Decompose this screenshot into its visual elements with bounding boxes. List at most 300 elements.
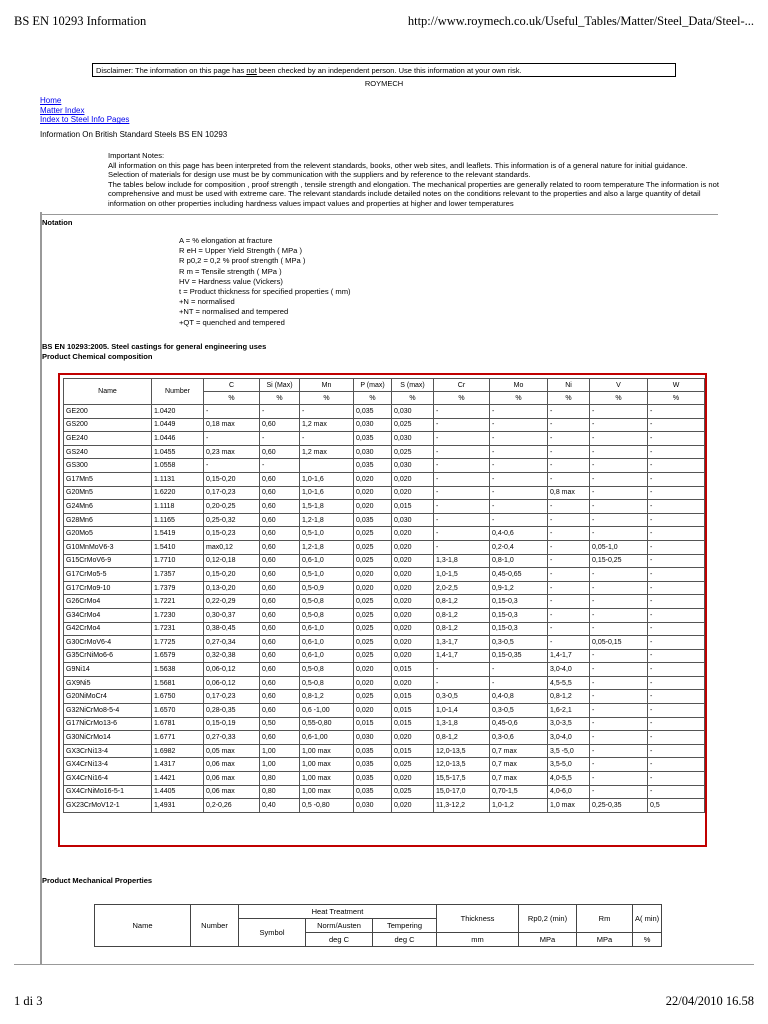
chem-header-cell: Ni	[548, 379, 590, 392]
chem-cell: GX9Ni5	[64, 676, 152, 690]
notation-item: +N = normalised	[179, 297, 235, 307]
chem-cell: -	[548, 500, 590, 514]
chem-cell: 0,015	[392, 690, 434, 704]
chem-cell: G17CrMo9-10	[64, 581, 152, 595]
chem-cell: 0,025	[354, 540, 392, 554]
chem-cell: 1.0420	[152, 405, 204, 419]
chem-cell: -	[590, 432, 648, 446]
steel-info-index-link[interactable]: Index to Steel Info Pages	[40, 115, 130, 125]
chem-cell: G20NiMoCr4	[64, 690, 152, 704]
page-bottom-rule	[14, 964, 754, 965]
table-row	[64, 432, 705, 446]
chem-cell: GX3CrNi13-4	[64, 744, 152, 758]
chem-cell: 15,0-17,0	[434, 785, 490, 799]
chem-cell: G24Mn6	[64, 500, 152, 514]
chem-cell: -	[548, 459, 590, 473]
chem-cell: -	[590, 472, 648, 486]
chem-cell: 1.6570	[152, 704, 204, 718]
chem-cell: 1,0-1,2	[490, 799, 548, 813]
chem-cell: 0,030	[392, 459, 434, 473]
chem-cell: -	[648, 418, 705, 432]
notation-item: +NT = normalised and tempered	[179, 307, 289, 317]
chem-cell: 1.0455	[152, 445, 204, 459]
chem-unit-cell: %	[434, 392, 490, 405]
print-footer	[14, 994, 754, 1012]
table-row	[64, 486, 705, 500]
table-row	[64, 758, 705, 772]
chem-cell: 15,5-17,5	[434, 772, 490, 786]
chem-cell: 0,60	[260, 649, 300, 663]
table-row	[64, 595, 705, 609]
chem-cell: 0,8-1,2	[548, 690, 590, 704]
chem-header-cell: Number	[152, 379, 204, 405]
chem-cell: 0,030	[392, 432, 434, 446]
chem-cell: -	[590, 500, 648, 514]
chem-cell: -	[648, 581, 705, 595]
table-row	[64, 554, 705, 568]
chem-cell: 0,3-0,5	[490, 636, 548, 650]
chem-cell: -	[648, 744, 705, 758]
chem-cell: 1.7710	[152, 554, 204, 568]
chem-cell: -	[590, 581, 648, 595]
chem-cell: 0,60	[260, 622, 300, 636]
chem-cell: 0,40	[260, 799, 300, 813]
print-page-url: http://www.roymech.co.uk/Useful_Tables/Matter/Steel_Data/Steel-...	[407, 14, 754, 28]
chem-cell: -	[590, 595, 648, 609]
chem-cell: GE240	[64, 432, 152, 446]
chem-cell: 0,025	[354, 595, 392, 609]
chem-cell: 1,4-1,7	[548, 649, 590, 663]
chem-cell: 0,60	[260, 581, 300, 595]
chem-cell: -	[300, 405, 354, 419]
chem-cell: 3,0-4,0	[548, 731, 590, 745]
chem-cell: -	[548, 472, 590, 486]
disclaimer-text-start: Disclaimer: The information on this page has	[96, 66, 247, 75]
chem-cell: GE200	[64, 405, 152, 419]
chem-cell: -	[648, 554, 705, 568]
chem-cell: -	[434, 459, 490, 473]
chem-cell: -	[434, 486, 490, 500]
chem-cell	[300, 459, 354, 473]
table-row	[64, 704, 705, 718]
page-title: Information On British Standard Steels BS EN 10293	[40, 130, 228, 139]
chem-cell: -	[490, 445, 548, 459]
chem-header-cell: P (max)	[354, 379, 392, 392]
chem-cell: 12,0-13,5	[434, 758, 490, 772]
chem-cell: -	[590, 744, 648, 758]
table-row	[64, 717, 705, 731]
chem-cell: 0,06-0,12	[204, 676, 260, 690]
chem-cell: 0,60	[260, 595, 300, 609]
chem-cell: 0,60	[260, 704, 300, 718]
chem-cell: -	[648, 758, 705, 772]
chem-cell: 0,030	[354, 418, 392, 432]
chem-cell: -	[590, 445, 648, 459]
chem-cell: max0,12	[204, 540, 260, 554]
chem-cell: -	[648, 527, 705, 541]
mech-unit-rp: MPa	[519, 933, 577, 947]
chem-cell: -	[260, 405, 300, 419]
chem-cell: -	[590, 772, 648, 786]
chem-cell: 1.5410	[152, 540, 204, 554]
chem-cell: -	[548, 581, 590, 595]
chem-cell: -	[648, 690, 705, 704]
chem-cell: G30CrMoV6-4	[64, 636, 152, 650]
chem-cell: 0,60	[260, 513, 300, 527]
chem-cell: 0,60	[260, 663, 300, 677]
chem-cell: 0,6-1,0	[300, 649, 354, 663]
chem-cell: 0,06 max	[204, 772, 260, 786]
chem-cell: G34CrMo4	[64, 608, 152, 622]
chem-cell: G10MnMoV6-3	[64, 540, 152, 554]
chem-cell: 4,0-6,0	[548, 785, 590, 799]
chem-cell: -	[590, 608, 648, 622]
matter-index-link[interactable]: Matter Index	[40, 105, 85, 115]
chem-cell: 1,00 max	[300, 758, 354, 772]
chem-cell: 0,025	[354, 690, 392, 704]
chem-cell: 3,0-4,0	[548, 663, 590, 677]
mech-header-thickness: Thickness	[437, 905, 519, 933]
table-row	[64, 649, 705, 663]
chem-unit-cell: %	[300, 392, 354, 405]
chem-header-cell: Mo	[490, 379, 548, 392]
chem-cell: 0,025	[354, 622, 392, 636]
chem-unit-cell: %	[490, 392, 548, 405]
chem-cell: 0,8-1,2	[434, 595, 490, 609]
chem-cell: -	[590, 717, 648, 731]
chem-cell: 1,00 max	[300, 744, 354, 758]
chem-unit-cell: %	[260, 392, 300, 405]
chem-cell: 0,8-1,2	[434, 608, 490, 622]
chem-cell: 0,15-0,25	[590, 554, 648, 568]
table-row	[64, 663, 705, 677]
chem-cell: 0,020	[392, 581, 434, 595]
chem-cell: -	[434, 663, 490, 677]
chem-cell: 0,4-0,6	[490, 527, 548, 541]
section-subheading: Product Chemical composition	[42, 352, 153, 361]
chem-cell: 0,020	[354, 581, 392, 595]
chem-cell: -	[590, 459, 648, 473]
chem-cell: -	[648, 772, 705, 786]
chem-cell: 0,60	[260, 500, 300, 514]
chem-cell: 1,4-1,7	[434, 649, 490, 663]
chem-cell: 0,6-1,0	[300, 554, 354, 568]
chem-cell: 1.7379	[152, 581, 204, 595]
notation-item: R m = Tensile strength ( MPa )	[179, 266, 282, 276]
chem-cell: 0,15-0,35	[490, 649, 548, 663]
chem-cell: 0,45-0,6	[490, 717, 548, 731]
chem-cell: -	[548, 608, 590, 622]
chem-cell: 0,3-0,5	[490, 704, 548, 718]
chem-cell: -	[590, 785, 648, 799]
chem-cell: -	[548, 405, 590, 419]
chem-cell: GX4CrNiMo16-5-1	[64, 785, 152, 799]
chem-cell: G9Ni14	[64, 663, 152, 677]
chem-cell: 0,32-0,38	[204, 649, 260, 663]
mech-header-rm: Rm	[577, 905, 633, 933]
chem-cell: 4,5-5,5	[548, 676, 590, 690]
chem-cell: -	[648, 595, 705, 609]
chem-cell: -	[590, 676, 648, 690]
chem-cell: 0,06 max	[204, 785, 260, 799]
chem-cell: 0,5-1,0	[300, 568, 354, 582]
chem-cell: -	[590, 405, 648, 419]
notation-item: R eH = Upper Yield Strength ( MPa )	[179, 246, 303, 256]
print-datetime: 22/04/2010 16.58	[665, 994, 754, 1008]
chem-cell: -	[590, 486, 648, 500]
chem-cell: 1,00 max	[300, 772, 354, 786]
chem-cell: -	[590, 758, 648, 772]
chem-cell: 0,55-0,80	[300, 717, 354, 731]
chem-cell: -	[434, 432, 490, 446]
table-row	[64, 744, 705, 758]
chem-header-cell: S (max)	[392, 379, 434, 392]
chem-cell: 1,2-1,8	[300, 540, 354, 554]
notation-item: +QT = quenched and tempered	[179, 317, 285, 327]
chem-cell: 0,60	[260, 527, 300, 541]
chem-cell: 0,015	[392, 744, 434, 758]
chem-cell: -	[490, 432, 548, 446]
chem-cell: -	[590, 527, 648, 541]
chem-cell: G17NiCrMo13-6	[64, 717, 152, 731]
chem-cell: 0,60	[260, 540, 300, 554]
chem-cell: 0,035	[354, 758, 392, 772]
chem-cell: -	[434, 513, 490, 527]
table-row	[64, 568, 705, 582]
mech-header-norm: Norm/Austen	[306, 919, 373, 933]
chem-cell: -	[590, 731, 648, 745]
chem-cell: -	[434, 418, 490, 432]
disclaimer-text-end: been checked by an independent person. Use this information at your own risk.	[256, 66, 522, 75]
chem-cell: 0,025	[354, 636, 392, 650]
table-row	[64, 785, 705, 799]
chem-unit-cell: %	[354, 392, 392, 405]
chem-cell: -	[648, 676, 705, 690]
chem-unit-cell: %	[590, 392, 648, 405]
chem-cell: 0,60	[260, 731, 300, 745]
chem-cell: -	[434, 405, 490, 419]
chem-cell: 0,05-1,0	[590, 540, 648, 554]
chem-cell: -	[490, 676, 548, 690]
chem-cell: 0,020	[392, 649, 434, 663]
chem-cell: -	[648, 704, 705, 718]
chem-cell: -	[648, 785, 705, 799]
chem-cell: 1,5-1,8	[300, 500, 354, 514]
chem-cell: -	[648, 540, 705, 554]
chem-cell: G42CrMo4	[64, 622, 152, 636]
chem-cell: 0,020	[392, 608, 434, 622]
chem-cell: 0,030	[354, 731, 392, 745]
chem-cell: 0,5-0,8	[300, 663, 354, 677]
chem-cell: -	[260, 459, 300, 473]
chem-cell: 0,12-0,18	[204, 554, 260, 568]
chem-cell: 0,60	[260, 690, 300, 704]
chem-cell: -	[490, 405, 548, 419]
chem-cell: -	[490, 663, 548, 677]
chem-cell: 0,5-1,0	[300, 527, 354, 541]
chem-cell: 1.7357	[152, 568, 204, 582]
chem-cell: 1,0-1,6	[300, 472, 354, 486]
chem-cell: G32NiCrMo8-5-4	[64, 704, 152, 718]
chem-cell: -	[648, 663, 705, 677]
chem-cell: -	[590, 690, 648, 704]
chem-cell: 0,6 -1,00	[300, 704, 354, 718]
chem-cell: 0,020	[354, 500, 392, 514]
chem-cell: 1.7221	[152, 595, 204, 609]
chem-cell: 4,0-5,5	[548, 772, 590, 786]
chem-cell: 0,60	[260, 472, 300, 486]
table-row	[64, 459, 705, 473]
table-row	[64, 405, 705, 419]
chem-cell: -	[490, 486, 548, 500]
notes-paragraph-1: All information on this page has been interpreted from the relevent standards, books, other web sites, andl leaflets. This information is of a general nature for initial guidance. Selection of materials for design use must be by communication with the suppliers and by reference to the relevant standards.	[108, 160, 688, 180]
notes-paragraph-2: The tables below include for composition , proof strength , tensile strength and elongation. The mechanical properties are generally related to room temperature The information is not comprehensive and must be used with extreme care. The relevant standards include detailed notes on the conditions relevant to the properties and also a large quantity of detail information on other properties including hardness values impact values and properties at higher and lower temperatures	[108, 179, 719, 208]
chem-cell: GS300	[64, 459, 152, 473]
chem-cell: 0,035	[354, 772, 392, 786]
chem-cell: 0,025	[392, 445, 434, 459]
chem-cell: 0,025	[392, 418, 434, 432]
chem-cell: GX4CrNi13-4	[64, 758, 152, 772]
chem-cell: -	[548, 445, 590, 459]
chem-cell: 2,0-2,5	[434, 581, 490, 595]
notation-item: t = Product thickness for specified properties ( mm)	[179, 287, 351, 297]
chem-cell: 0,6-1,0	[300, 636, 354, 650]
chem-cell: 1.5638	[152, 663, 204, 677]
table-row	[64, 527, 705, 541]
notation-item: A = % elongation at fracture	[179, 236, 273, 245]
chem-cell: 1.7725	[152, 636, 204, 650]
chem-cell: 0,3-0,6	[490, 731, 548, 745]
chem-cell: 0,45-0,65	[490, 568, 548, 582]
section-title	[42, 342, 266, 362]
chem-cell: 0,035	[354, 459, 392, 473]
chem-cell: 0,18 max	[204, 418, 260, 432]
chem-cell: -	[648, 731, 705, 745]
table-row	[64, 445, 705, 459]
chemical-composition-table	[63, 378, 705, 813]
important-notes	[108, 151, 720, 209]
chem-cell: 0,020	[392, 676, 434, 690]
chem-cell: G35CrNiMo6-6	[64, 649, 152, 663]
chem-cell: 0,015	[392, 500, 434, 514]
chem-cell: 0,030	[354, 799, 392, 813]
chem-cell: 1.6771	[152, 731, 204, 745]
chem-cell: 0,80	[260, 772, 300, 786]
chem-cell: 0,15-0,19	[204, 717, 260, 731]
chem-cell: -	[548, 568, 590, 582]
chem-cell: -	[590, 622, 648, 636]
chem-cell: 0,27-0,33	[204, 731, 260, 745]
chem-cell: 0,035	[354, 785, 392, 799]
chem-cell: -	[204, 432, 260, 446]
chem-cell: 0,9-1,2	[490, 581, 548, 595]
chem-cell: 0,020	[392, 595, 434, 609]
chem-cell: 0,5-0,9	[300, 581, 354, 595]
site-name: ROYMECH	[364, 79, 404, 88]
chem-cell: 0,05-0,15	[590, 636, 648, 650]
notation-title: Notation	[42, 218, 73, 227]
chem-cell: 3,0-3,5	[548, 717, 590, 731]
chem-cell: 3,5 -5,0	[548, 744, 590, 758]
chem-cell: G20Mo5	[64, 527, 152, 541]
chem-cell: -	[648, 513, 705, 527]
chem-cell: 0,015	[392, 717, 434, 731]
chem-cell: 0,60	[260, 486, 300, 500]
disclaimer-box	[92, 63, 676, 77]
chem-cell: -	[548, 636, 590, 650]
chem-cell: 0,025	[354, 649, 392, 663]
chem-cell: 0,2-0,26	[204, 799, 260, 813]
chem-cell: 0,8-1,2	[434, 731, 490, 745]
chem-cell: -	[490, 513, 548, 527]
chem-cell: 1,3-1,8	[434, 717, 490, 731]
chem-cell: -	[648, 608, 705, 622]
chem-cell: 0,60	[260, 608, 300, 622]
mechanical-properties-table	[94, 904, 662, 947]
chem-cell: 0,15-0,3	[490, 608, 548, 622]
chem-cell: 0,28-0,35	[204, 704, 260, 718]
chem-cell: GS200	[64, 418, 152, 432]
notation-list	[179, 236, 351, 328]
home-link[interactable]: Home	[40, 96, 62, 105]
chem-cell: 11,3-12,2	[434, 799, 490, 813]
chem-cell: 0,015	[354, 717, 392, 731]
chem-cell: 1,0-1,5	[434, 568, 490, 582]
chem-cell: 0,5 -0,80	[300, 799, 354, 813]
chem-cell: 1.0558	[152, 459, 204, 473]
mech-unit-a: %	[633, 933, 662, 947]
chem-cell: 0,15-0,3	[490, 595, 548, 609]
chem-cell: -	[590, 513, 648, 527]
chem-cell: 1,2 max	[300, 445, 354, 459]
chem-cell: G17CrMo5-5	[64, 568, 152, 582]
chem-cell: 0,8 max	[548, 486, 590, 500]
chem-cell: 0,60	[260, 568, 300, 582]
chem-cell: 0,020	[354, 704, 392, 718]
chem-header-cell: W	[648, 379, 705, 392]
chem-cell: 0,025	[354, 554, 392, 568]
chem-cell: 0,035	[354, 432, 392, 446]
chem-cell: -	[548, 513, 590, 527]
chem-cell: -	[590, 568, 648, 582]
chem-cell: 0,7 max	[490, 744, 548, 758]
disclaimer-underlined-word: not	[246, 66, 257, 75]
chem-cell: -	[434, 527, 490, 541]
chem-cell: 0,030	[392, 405, 434, 419]
chem-cell: 1,3-1,8	[434, 554, 490, 568]
chem-cell: 0,035	[354, 513, 392, 527]
chem-cell: 1.5681	[152, 676, 204, 690]
chem-cell: 1.1131	[152, 472, 204, 486]
chem-cell: 0,60	[260, 418, 300, 432]
chem-cell: -	[260, 432, 300, 446]
chem-cell: -	[434, 676, 490, 690]
chem-cell: 1.1118	[152, 500, 204, 514]
chem-cell: -	[204, 405, 260, 419]
table-row	[64, 622, 705, 636]
chem-cell: 0,15-0,3	[490, 622, 548, 636]
chem-cell: -	[648, 445, 705, 459]
notation-item: HV = Hardness value (Vickers)	[179, 276, 283, 286]
chem-cell: 1,2-1,8	[300, 513, 354, 527]
nav-links	[40, 96, 129, 125]
chem-cell: 0,15-0,23	[204, 527, 260, 541]
chem-cell: 1.6982	[152, 744, 204, 758]
chem-cell: 0,05 max	[204, 744, 260, 758]
chem-cell: 1.6781	[152, 717, 204, 731]
mech-header-number: Number	[191, 905, 239, 947]
chem-cell: -	[590, 663, 648, 677]
